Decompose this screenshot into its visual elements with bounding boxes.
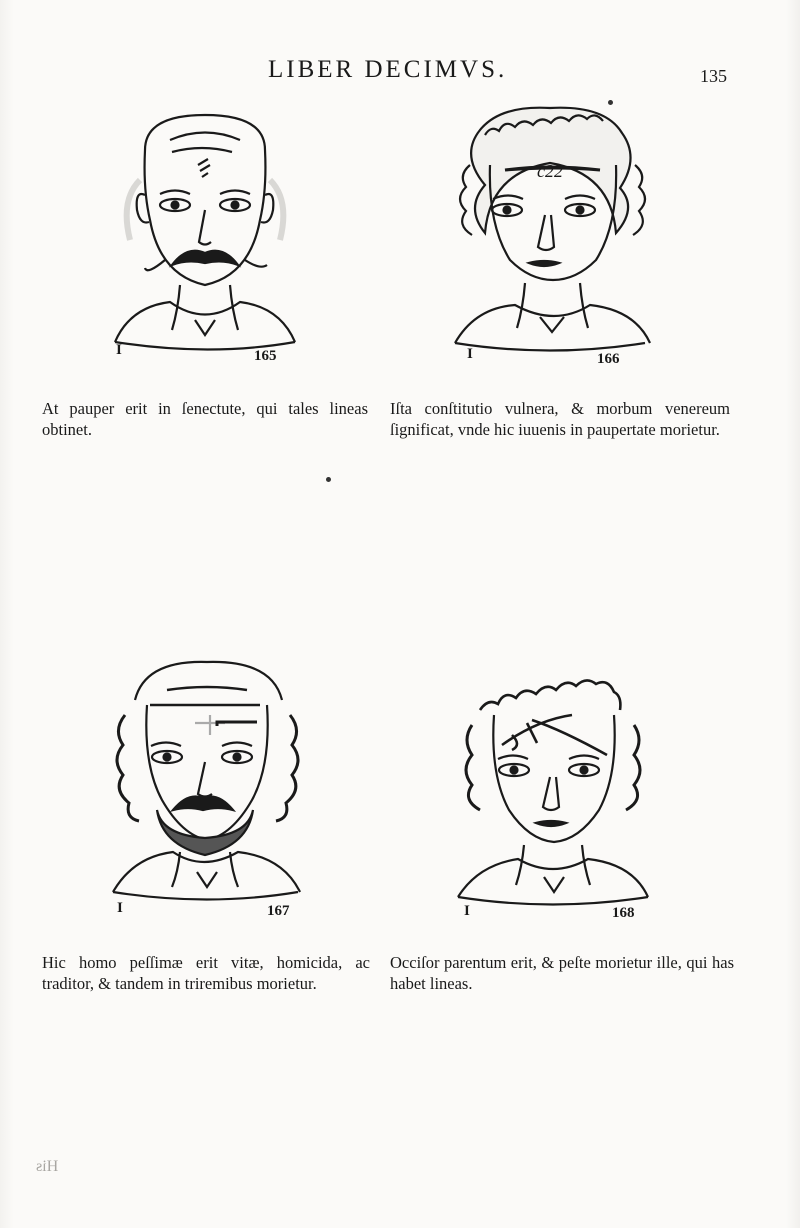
page-header <box>0 52 800 92</box>
curly-haired-youth-illustration <box>445 105 660 370</box>
figure-left-label: I <box>467 346 473 362</box>
caption-166: Iſta conſtitutio vulnera, & morbum venereum ſignificat, vnde hic iuuenis in paupertate morietur. <box>390 399 730 439</box>
curly-haired-youth-forehead-lines-illustration <box>452 665 657 930</box>
bald-old-man-illustration <box>100 110 310 360</box>
woodcut-figure-165 <box>100 110 310 364</box>
figure-number: 165 <box>254 348 277 364</box>
figure-left-label: I <box>116 342 122 358</box>
caption-165: At pauper erit in ſenectute, qui tales lineas obtinet. <box>42 399 368 439</box>
figure-number: 166 <box>597 351 620 367</box>
caption-168: Occiſor parentum erit, & peſte morietur ille, qui has habet lineas. <box>390 953 734 993</box>
figure-number: 168 <box>612 905 635 921</box>
woodcut-figure-166 <box>445 105 660 370</box>
woodcut-figure-168 <box>452 665 657 930</box>
caption-167: Hic homo peſſimæ erit vitæ, homicida, ac traditor, & tandem in triremibus morietur. <box>42 953 370 993</box>
woodcut-figure-167 <box>105 660 310 925</box>
page-number: 135 <box>700 66 727 86</box>
show-through-catchword: His <box>36 1158 59 1175</box>
figure-left-label: I <box>117 900 123 916</box>
figure-left-label: I <box>464 903 470 919</box>
figure-number: 167 <box>267 903 290 919</box>
bearded-man-illustration <box>105 660 310 925</box>
ink-spot <box>608 100 613 105</box>
running-title: LIBER DECIMVS. <box>268 56 508 83</box>
ink-spot <box>326 477 331 482</box>
svg-text:c22: c22 <box>537 161 563 181</box>
